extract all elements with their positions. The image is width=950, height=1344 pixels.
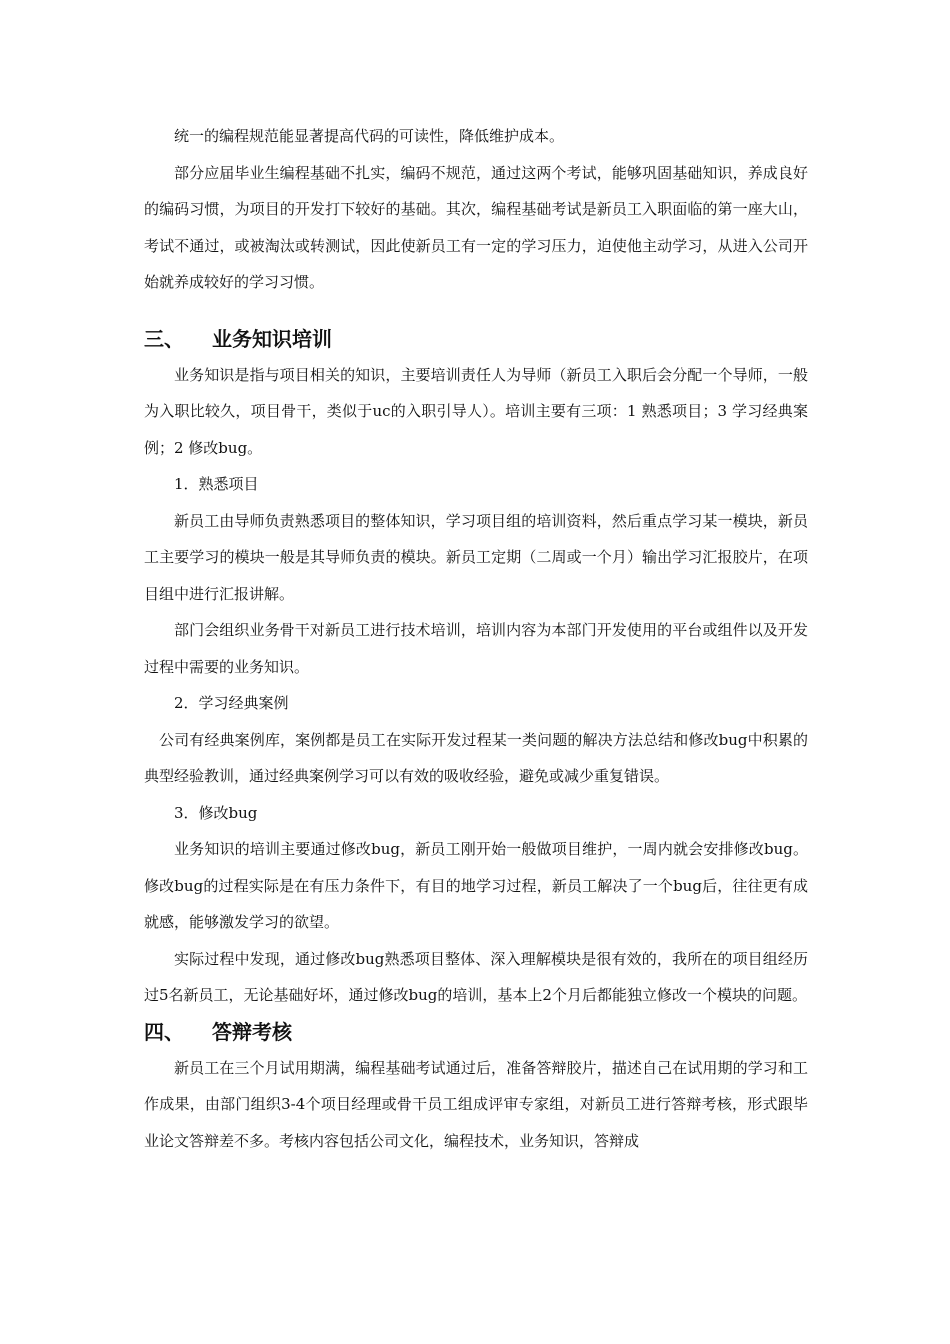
paragraph-business-intro: 业务知识是指与项目相关的知识，主要培训责任人为导师（新员工入职后会分配一个导师，一般为入职比较久，项目骨干，类似于uc的入职引导人）。培训主要有三项：1 熟悉项目；3 学习经典案例；2 修改bug。	[144, 365, 808, 457]
paragraph-code-standards: 统一的编程规范能显著提高代码的可读性，降低维护成本。	[174, 127, 565, 145]
paragraph-graduate-basics: 部分应届毕业生编程基础不扎实，编码不规范，通过这两个考试，能够巩固基础知识，养成良好的编码习惯，为项目的开发打下较好的基础。其次，编程基础考试是新员工入职面临的第一座大山，考试不通过，或被淘汰或转测试，因此使新员工有一定的学习压力，迫使他主动学习，从进入公司开始就养成较好的学习习惯。	[144, 163, 808, 291]
subheading-fix-bug: 3．修改bug	[174, 803, 258, 822]
subheading-familiar-project: 1．熟悉项目	[174, 475, 259, 493]
paragraph-defense-intro: 新员工在三个月试用期满，编程基础考试通过后，准备答辩胶片，描述自己在试用期的学习和工作成果，由部门组织3-4个项目经理或骨干员工组成评审专家组，对新员工进行答辩考核，形式跟毕业论文答辩差不多。考核内容包括公司文化，编程技术，业务知识，答辩成	[144, 1058, 808, 1150]
section-heading-3	[144, 321, 808, 357]
section-heading-4	[144, 1014, 808, 1050]
section-number: 三、	[144, 326, 184, 351]
section-number: 四、	[144, 1019, 184, 1044]
section-title: 答辩考核	[212, 1019, 292, 1044]
paragraph-classic-cases: 公司有经典案例库，案例都是员工在实际开发过程某一类问题的解决方法总结和修改bug中积累的典型经验教训，通过经典案例学习可以有效的吸收经验，避免或减少重复错误。	[144, 730, 808, 785]
document-page	[144, 118, 808, 1159]
paragraph-fix-bug-2: 实际过程中发现，通过修改bug熟悉项目整体、深入理解模块是很有效的，我所在的项目组经历过5名新员工，无论基础好坏，通过修改bug的培训，基本上2个月后都能独立修改一个模块的问题。	[144, 949, 808, 1004]
subheading-classic-cases: 2．学习经典案例	[174, 694, 289, 712]
paragraph-familiar-project-2: 部门会组织业务骨干对新员工进行技术培训，培训内容为本部门开发使用的平台或组件以及开发过程中需要的业务知识。	[144, 621, 808, 676]
paragraph-fix-bug-1: 业务知识的培训主要通过修改bug，新员工刚开始一般做项目维护，一周内就会安排修改bug。修改bug的过程实际是在有压力条件下，有目的地学习过程，新员工解决了一个bug后，往往更有成就感，能够激发学习的欲望。	[144, 840, 808, 931]
section-title: 业务知识培训	[212, 326, 332, 351]
paragraph-familiar-project-1: 新员工由导师负责熟悉项目的整体知识，学习项目组的培训资料，然后重点学习某一模块，新员工主要学习的模块一般是其导师负责的模块。新员工定期（二周或一个月）输出学习汇报胶片，在项目组中进行汇报讲解。	[144, 511, 808, 603]
